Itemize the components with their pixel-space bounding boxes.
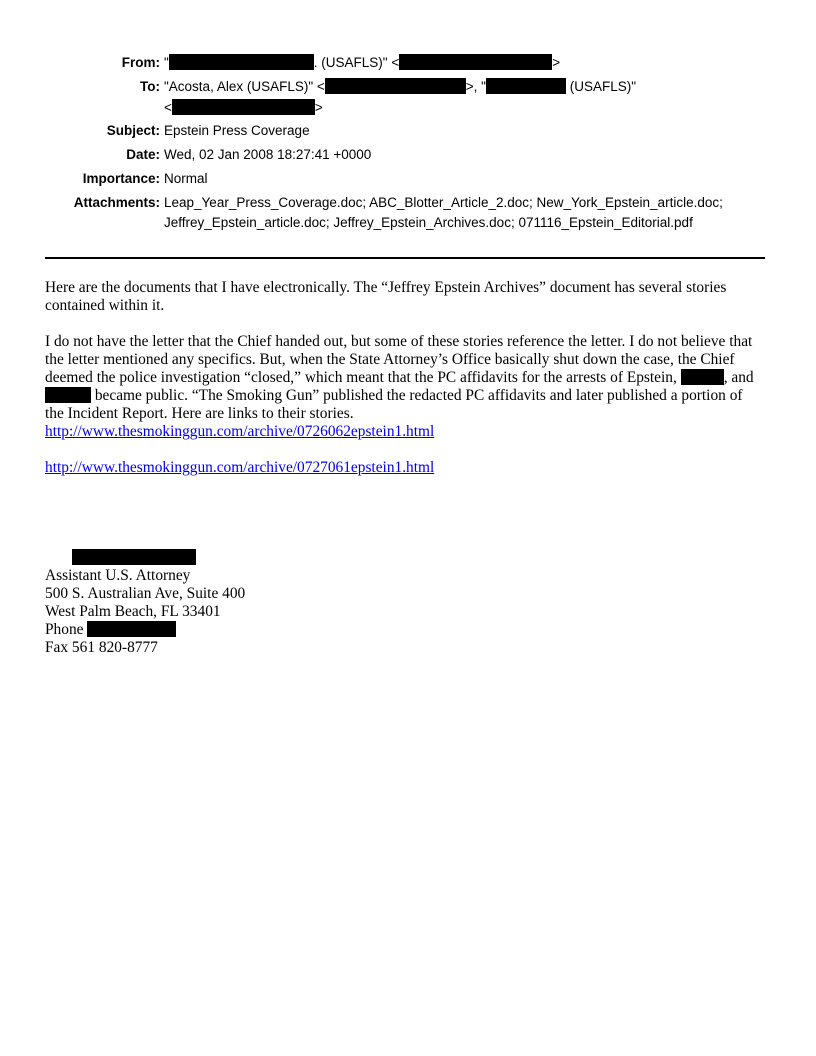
from-name-suffix: . (USAFLS)" <: [313, 55, 400, 70]
attachments-label: Attachments:: [73, 195, 160, 210]
importance-label: Importance:: [82, 171, 160, 186]
link-row-2: [45, 459, 765, 477]
date-value: Wed, 02 Jan 2008 18:27:41 +0000: [164, 147, 372, 162]
signature-address-line1: 500 S. Australian Ave, Suite 400: [45, 585, 246, 602]
date-label: Date:: [126, 147, 160, 162]
to-secondary-suffix: (USAFLS)": [565, 79, 637, 94]
smoking-gun-link-2[interactable]: http://www.thesmokinggun.com/archive/0727061epstein1.html: [45, 459, 435, 476]
from-close: >: [552, 55, 561, 70]
from-label: From:: [121, 55, 160, 70]
to-open: <: [164, 100, 172, 115]
smoking-gun-link-1[interactable]: http://www.thesmokinggun.com/archive/0726062epstein1.html: [45, 423, 435, 440]
redaction-block: [325, 78, 466, 94]
attachments-line2[interactable]: Jeffrey_Epstein_article.doc; Jeffrey_Epstein_Archives.doc; 071116_Epstein_Editorial.pdf: [164, 215, 693, 230]
to-separator: >, ": [465, 79, 486, 94]
signature-address-line2: West Palm Beach, FL 33401: [45, 603, 221, 620]
redaction-block: [72, 549, 196, 565]
attachments-line1[interactable]: Leap_Year_Press_Coverage.doc; ABC_Blotter_Article_2.doc; New_York_Epstein_article.doc;: [164, 195, 723, 210]
redaction-block: [172, 99, 315, 115]
header-divider: [45, 257, 765, 259]
signature-phone: Phone: [45, 621, 176, 639]
signature-fax: Fax 561 820-8777: [45, 639, 158, 656]
from-quote: ": [164, 55, 169, 70]
redaction-block: [45, 387, 91, 403]
to-primary: "Acosta, Alex (USAFLS)" <: [164, 79, 325, 94]
subject-label: Subject:: [106, 123, 160, 138]
redaction-block: [87, 621, 176, 637]
subject-value: Epstein Press Coverage: [164, 123, 310, 138]
signature-title: Assistant U.S. Attorney: [45, 567, 191, 584]
redaction-block: [169, 54, 314, 70]
body-paragraph-2: I do not have the letter that the Chief handed out, but some of these stories reference the letter. I do not believe that the letter mentioned any specifics. But, when the State Attorney’s Office basically shut down the case, the Chief deemed the police investigation “closed,” which meant that the PC affidavits for the arrests of Epstein, , and became public. “The Smoking Gun” published the redacted PC affidavits and later published a portion of the Incident Report. Here are links to their stories.: [45, 333, 754, 422]
redaction-block: [399, 54, 552, 70]
link-row-1: [45, 423, 765, 441]
to-label: To:: [140, 79, 160, 94]
importance-value: Normal: [164, 171, 208, 186]
redaction-block: [681, 369, 724, 385]
signature-name-redacted: [45, 549, 196, 567]
redaction-block: [486, 78, 566, 94]
body-paragraph-1: Here are the documents that I have electronically. The “Jeffrey Epstein Archives” document has several stories contained within it.: [45, 279, 727, 314]
to-close: >: [314, 100, 323, 115]
